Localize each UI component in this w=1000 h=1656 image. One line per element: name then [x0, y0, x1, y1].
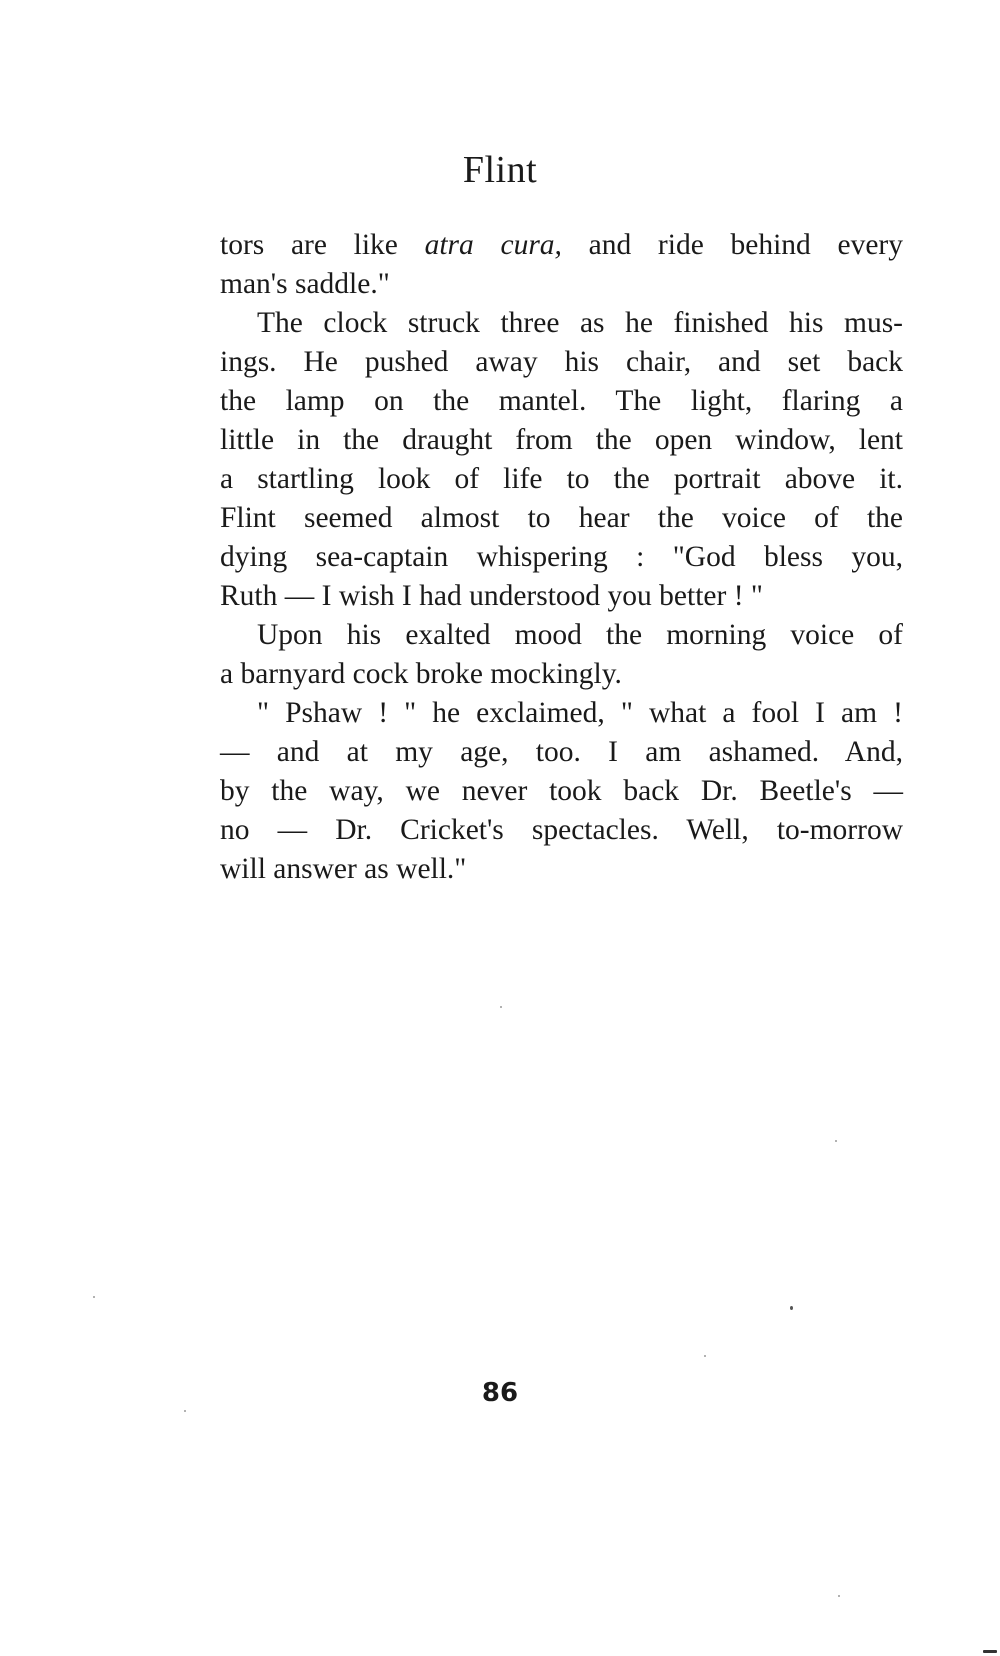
text-line: ings. He pushed away his chair, and set back	[220, 346, 903, 378]
scan-speck	[184, 1410, 186, 1412]
paragraph-1	[220, 226, 903, 304]
text-line: Flint seemed almost to hear the voice of the	[220, 502, 903, 534]
running-head: Flint	[462, 149, 538, 191]
text-line: no — Dr. Cricket's spectacles. Well, to-morrow	[220, 814, 903, 846]
text-line: little in the draught from the open window, lent	[220, 424, 903, 456]
scan-speck	[835, 1140, 837, 1142]
body-text	[220, 226, 903, 889]
paragraph-3	[220, 616, 903, 694]
paragraph-2	[220, 304, 903, 616]
text-line: The clock struck three as he finished his mus-	[257, 307, 903, 339]
text-line: the lamp on the mantel. The light, flaring a	[220, 385, 903, 417]
text-line: Upon his exalted mood the morning voice of	[257, 619, 903, 651]
text-line: man's saddle."	[220, 268, 390, 300]
paragraph-4	[220, 694, 903, 889]
text-line: tors are like atra cura, and ride behind every	[220, 229, 903, 261]
scan-speck	[500, 1006, 502, 1008]
page-number: 86	[481, 1378, 519, 1408]
italic-phrase: atra cura,	[424, 229, 562, 261]
text-line: by the way, we never took back Dr. Beetle's —	[220, 775, 903, 807]
scan-speck	[838, 1595, 840, 1597]
scan-speck	[790, 1306, 793, 1310]
text-line: " Pshaw ! " he exclaimed, " what a fool I am !	[257, 697, 903, 729]
scan-speck	[93, 1296, 95, 1298]
text-line: — and at my age, too. I am ashamed. And,	[220, 736, 903, 768]
text-line: will answer as well."	[220, 853, 467, 885]
text-line: a startling look of life to the portrait above it.	[220, 463, 903, 495]
text-line: Ruth — I wish I had understood you better ! "	[220, 580, 763, 612]
text-line: dying sea-captain whispering : "God bless you,	[220, 541, 903, 573]
scan-speck	[983, 1650, 997, 1653]
scan-speck	[704, 1355, 706, 1357]
text-line: a barnyard cock broke mockingly.	[220, 658, 622, 690]
